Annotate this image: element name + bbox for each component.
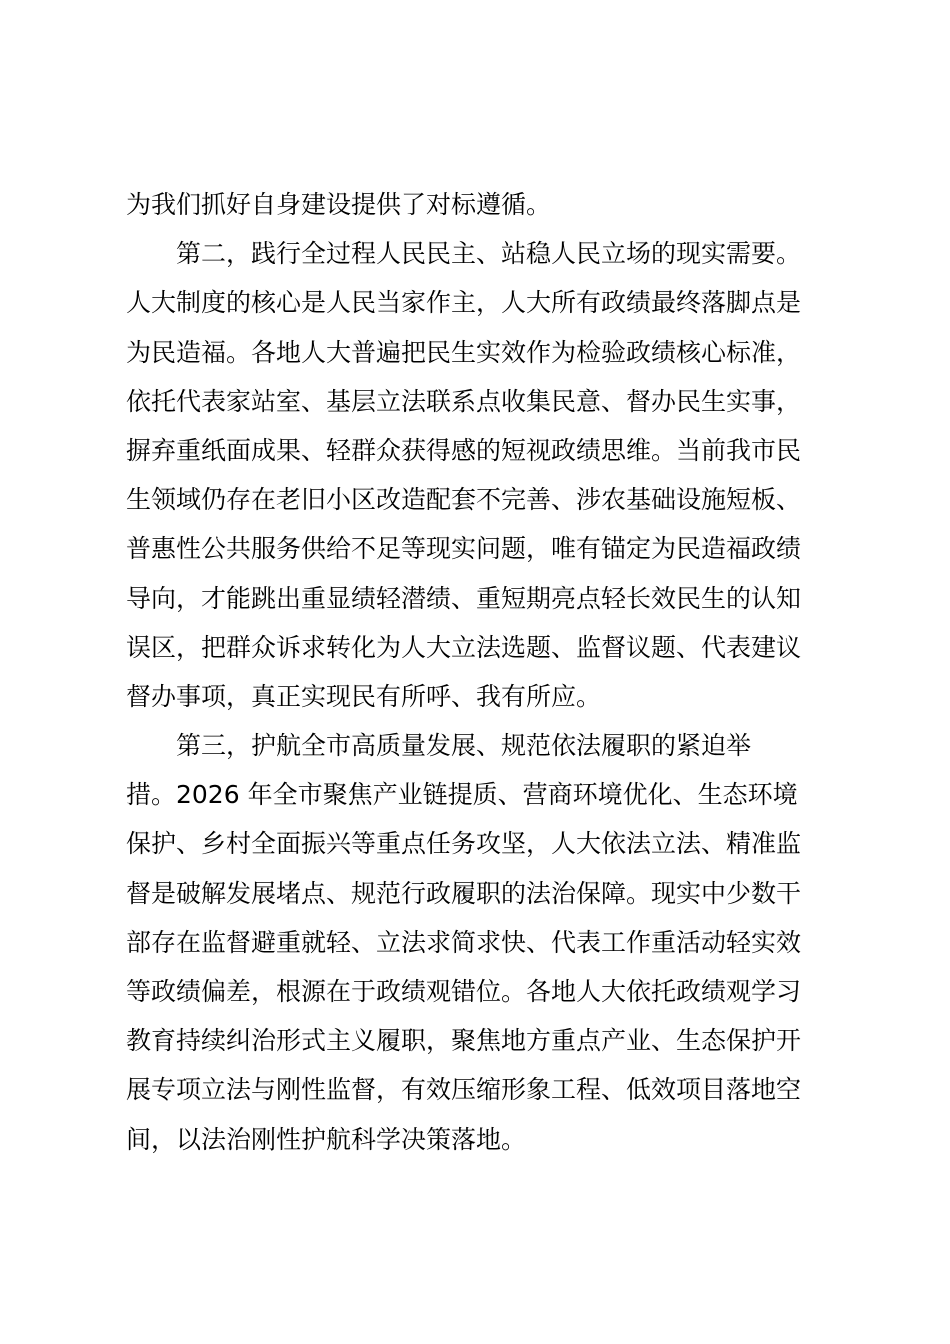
paragraph-line: 为我们抓好自身建设提供了对标遵循。 [126,190,552,219]
paragraph-line: 教育持续纠治形式主义履职，聚焦地方重点产业、生态保护开 [126,1026,802,1056]
paragraph-line: 部存在监督避重就轻、立法求简求快、代表工作重活动轻实效 [126,927,802,957]
document-body [126,180,833,1164]
paragraph-line: 生领域仍存在老旧小区改造配套不完善、涉农基础设施短板、 [126,485,802,515]
paragraph-line: 摒弃重纸面成果、轻群众获得感的短视政绩思维。当前我市民 [126,435,802,465]
paragraph-line: 第二，践行全过程人民民主、站稳人民立场的现实需要。 [176,239,802,269]
paragraph-line: 导向，才能跳出重显绩轻潜绩、重短期亮点轻长效民生的认知 [126,583,802,613]
paragraph-line: 措。2026 年全市聚焦产业链提质、营商环境优化、生态环境 [126,780,798,810]
paragraph-line: 督是破解发展堵点、规范行政履职的法治保障。现实中少数干 [126,878,802,908]
paragraph-line: 人大制度的核心是人民当家作主，人大所有政绩最终落脚点是 [126,288,802,318]
paragraph-line: 督办事项，真正实现民有所呼、我有所应。 [126,681,602,711]
paragraph-line: 保护、乡村全面振兴等重点任务攻坚，人大依法立法、精准监 [126,829,802,859]
paragraph-line: 第三，护航全市高质量发展、规范依法履职的紧迫举 [176,731,752,761]
paragraph-line: 误区，把群众诉求转化为人大立法选题、监督议题、代表建议 [126,632,802,662]
paragraph-line: 等政绩偏差，根源在于政绩观错位。各地人大依托政绩观学习 [126,977,802,1006]
paragraph-line: 依托代表家站室、基层立法联系点收集民意、督办民生实事， [126,386,802,416]
paragraph-line: 为民造福。各地人大普遍把民生实效作为检验政绩核心标准， [126,337,802,367]
paragraph-line: 展专项立法与刚性监督，有效压缩形象工程、低效项目落地空 [126,1075,802,1105]
paragraph-line: 普惠性公共服务供给不足等现实问题，唯有锚定为民造福政绩 [126,534,802,564]
paragraph-line: 间，以法治刚性护航科学决策落地。 [126,1124,527,1154]
